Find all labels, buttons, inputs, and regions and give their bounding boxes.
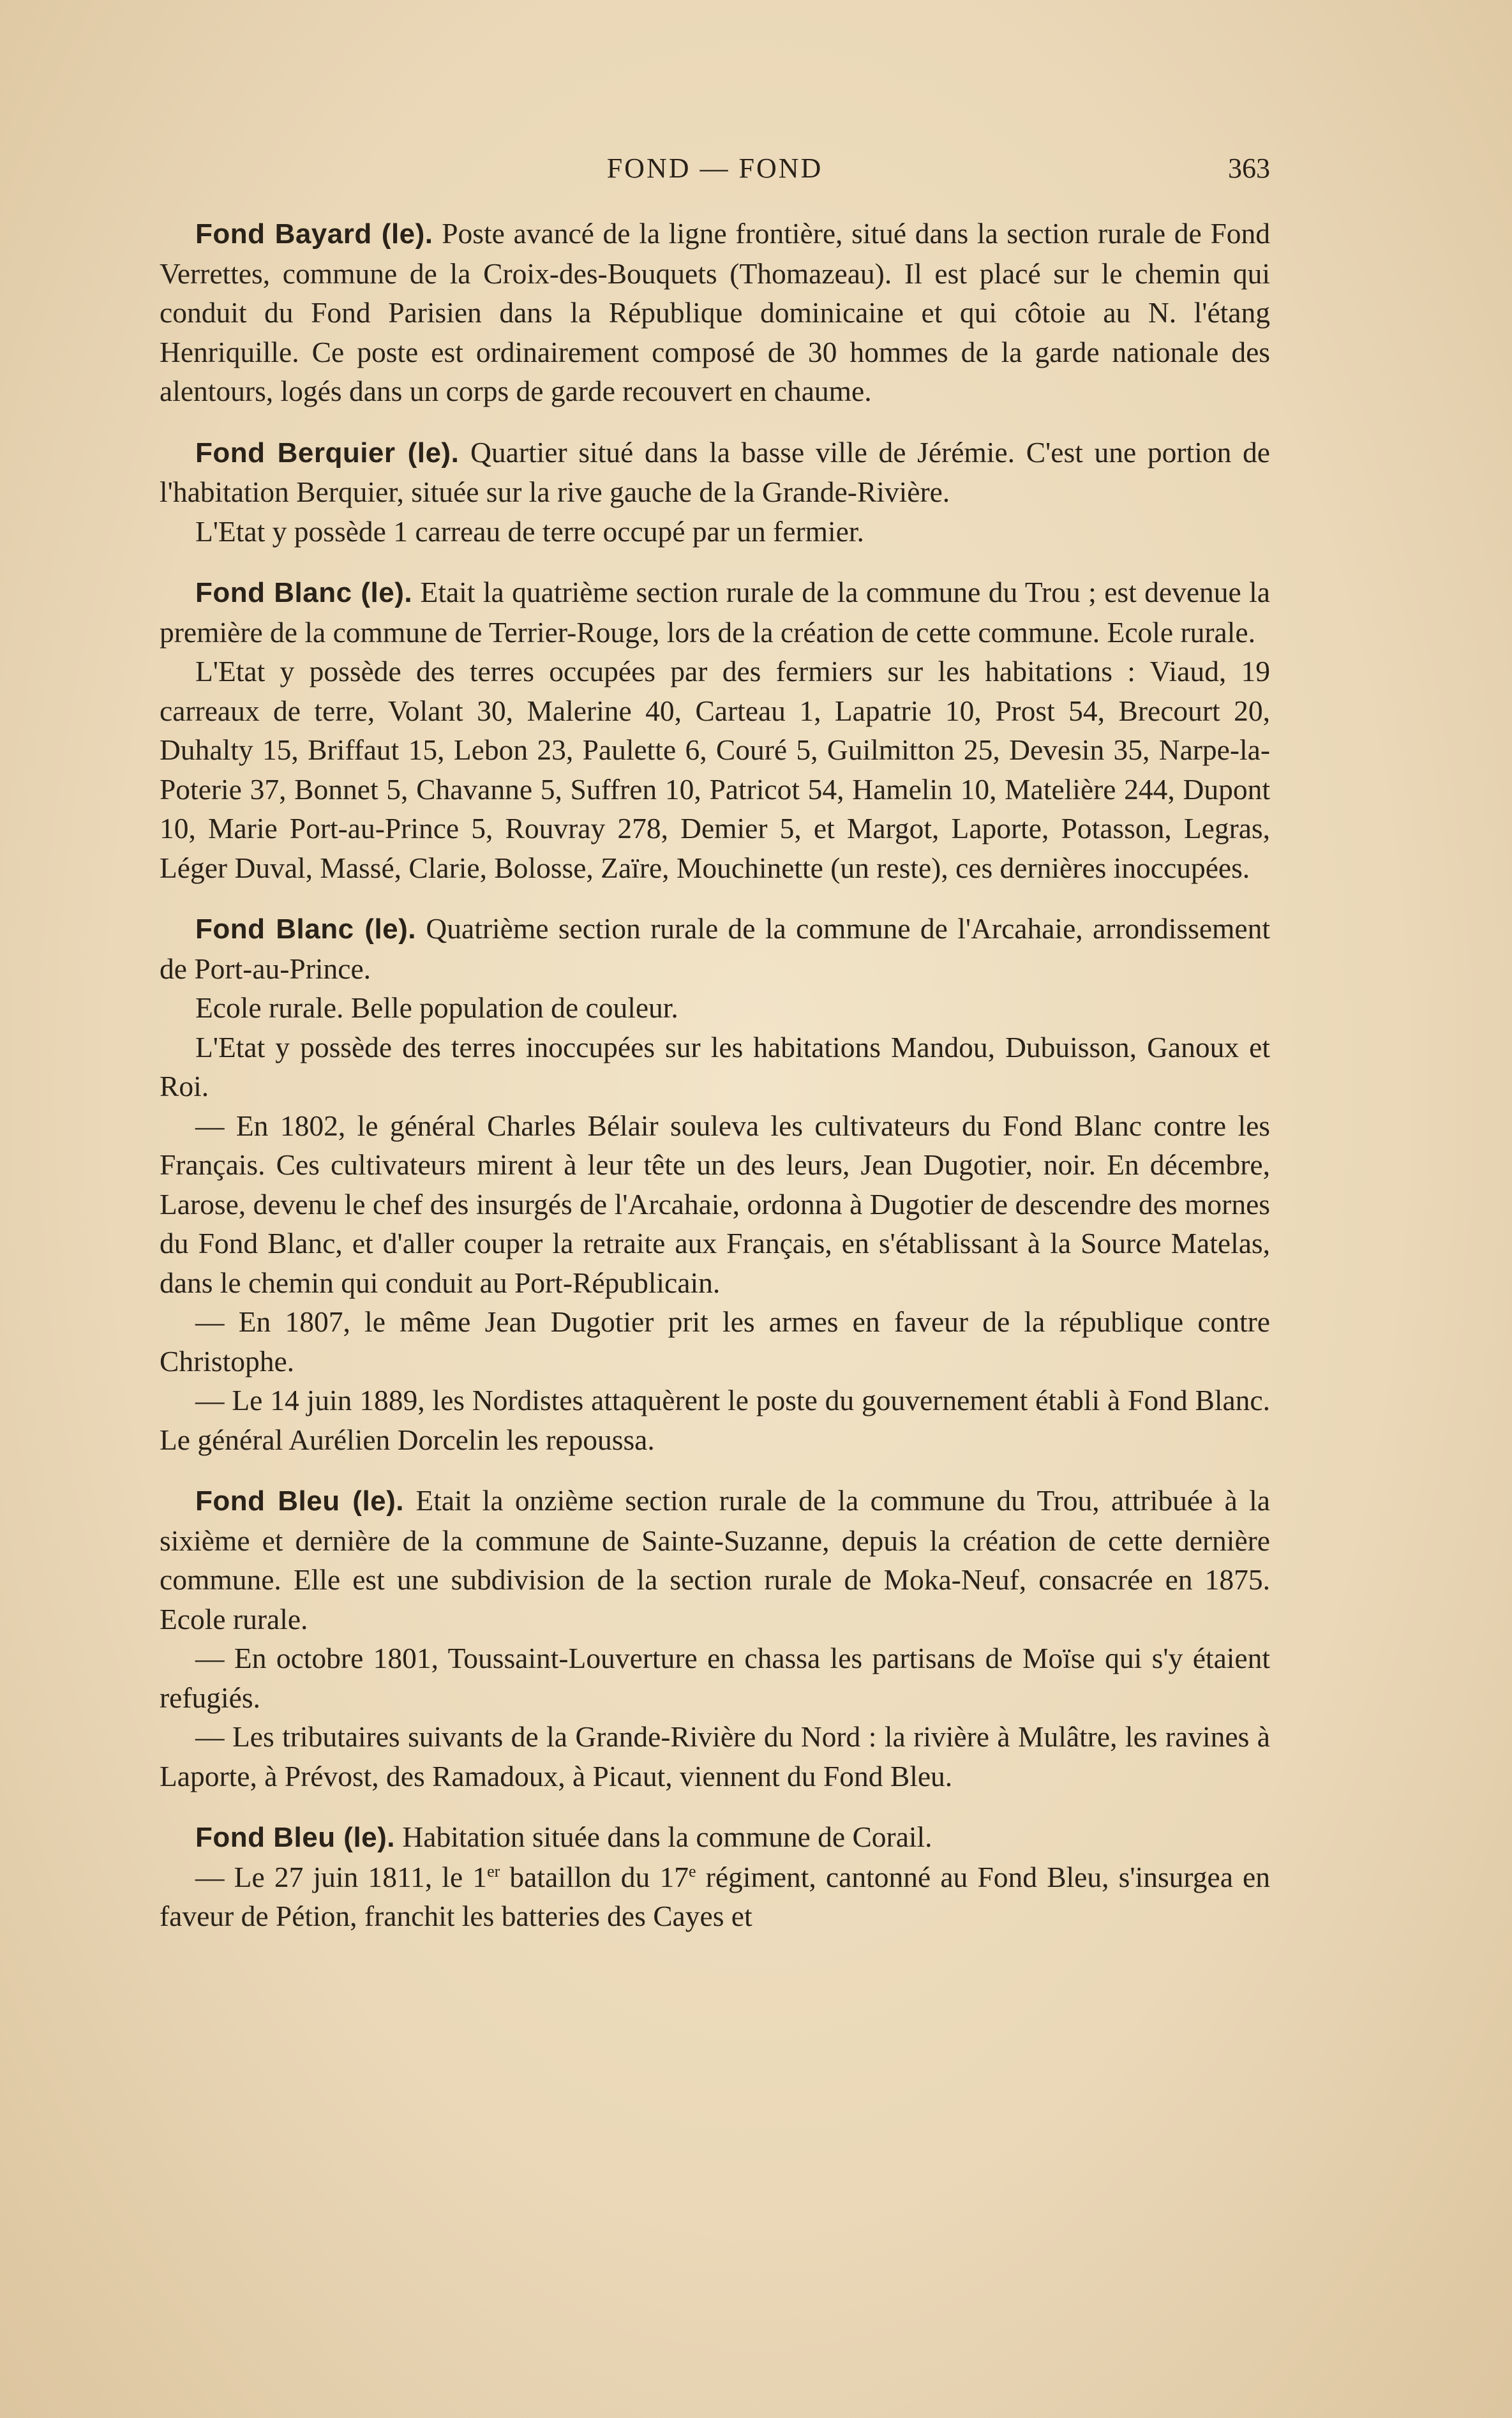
entry-fond-bayard bbox=[160, 214, 1270, 411]
page-header bbox=[160, 152, 1270, 197]
entry-paragraph: L'Etat y possède 1 carreau de terre occupé par un fermier. bbox=[195, 514, 864, 548]
entry-fond-bleu-corail bbox=[160, 1817, 1270, 1936]
entry-title: Fond Bleu (le). bbox=[195, 1485, 405, 1517]
entry-paragraph: — Les tributaires suivants de la Grande-Rivière du Nord : la rivière à Mulâtre, les ravines à Laporte, à Prévost, des Ramadoux, à Picaut, viennent du Fond Bleu. bbox=[160, 1720, 1270, 1792]
entry-text: Etait la onzième section rurale de la commune du Trou, attribuée à la sixième et dernière de la commune de Sainte-Suzanne, depuis la création de cette dernière commune. Elle est une subdivision de la section rurale de Moka-Neuf, consacrée en 1875. Ecole rurale. bbox=[160, 1484, 1270, 1635]
entry-text: Quatrième section rurale de la commune de l'Arcahaie, arrondissement de Port-au-Prince. bbox=[160, 912, 1271, 985]
running-title: FOND — FOND bbox=[606, 153, 823, 184]
entry-fond-blanc-trou bbox=[160, 573, 1270, 887]
entry-paragraph: L'Etat y possède des terres inoccupées sur les habitations Mandou, Dubuisson, Ganoux et Roi. bbox=[160, 1030, 1270, 1102]
entry-paragraph: — En octobre 1801, Toussaint-Louverture en chassa les partisans de Moïse qui s'y étaient refugiés. bbox=[160, 1642, 1270, 1714]
entry-text: Quartier situé dans la basse ville de Jérémie. C'est une portion de l'habitation Berquier, située sur la rive gauche de la Grande-Rivière. bbox=[160, 435, 1270, 508]
entry-text: Etait la quatrième section rurale de la commune du Trou ; est devenue la première de la commune de Terrier-Rouge, lors de la création de cette commune. Ecole rurale. bbox=[160, 576, 1271, 649]
dictionary-body bbox=[160, 214, 1270, 1958]
entry-paragraph: — En 1802, le général Charles Bélair souleva les cultivateurs du Fond Blanc contre les Français. Ces cultivateurs mirent à leur tête un des leurs, Jean Dugotier, noir. En décembre, Larose, devenu le chef des insurgés de l'Arcahaie, ordonna à Dugotier de descendre des mornes du Fond Blanc, et d'aller couper la retraite aux Français, en s'établissant à la Source Matelas, dans le chemin qui conduit au Port-Républicain. bbox=[160, 1109, 1270, 1299]
entry-title: Fond Bayard (le). bbox=[195, 218, 433, 250]
entry-paragraph: — En 1807, le même Jean Dugotier prit les armes en faveur de la république contre Christophe. bbox=[160, 1305, 1270, 1378]
entry-fond-bleu-trou bbox=[160, 1481, 1270, 1796]
entry-fond-blanc-arcahaie bbox=[160, 909, 1270, 1459]
entry-text: Poste avancé de la ligne frontière, situé dans la section rurale de Fond Verrettes, commune de la Croix-des-Bouquets (Thomazeau). Il est placé sur le chemin qui conduit du Fond Parisien dans la République dominicaine et qui côtoie au N. l'étang Henriquille. Ce poste est ordinairement composé de 30 hommes de la garde nationale des alentours, logés dans un corps de garde recouvert en chaume. bbox=[160, 217, 1271, 407]
entry-paragraph: — Le 27 juin 1811, le 1er bataillon du 17e régiment, cantonné au Fond Bleu, s'insurgea en faveur de Pétion, franchit les batteries des Cayes et bbox=[160, 1860, 1271, 1932]
page-number: 363 bbox=[1228, 153, 1270, 184]
entry-text: Habitation située dans la commune de Corail. bbox=[395, 1821, 932, 1853]
entry-title: Fond Blanc (le). bbox=[195, 913, 417, 945]
entry-paragraph: — Le 14 juin 1889, les Nordistes attaquèrent le poste du gouvernement établi à Fond Blanc. Le général Aurélien Dorcelin les repoussa. bbox=[160, 1384, 1270, 1456]
entry-fond-berquier bbox=[160, 433, 1270, 552]
entry-title: Fond Blanc (le). bbox=[195, 577, 413, 608]
entry-title: Fond Berquier (le). bbox=[195, 437, 460, 469]
entry-paragraph: L'Etat y possède des terres occupées par des fermiers sur les habitations : Viaud, 19 carreaux de terre, Volant 30, Malerine 40, Carteau 1, Lapatrie 10, Prost 54, Brecourt 20, Duhalty 15, Briffaut 15, Lebon 23, Paulette 6, Couré 5, Guilmitton 25, Devesin 35, Narpe-la-Poterie 37, Bonnet 5, Chavanne 5, Suffren 10, Patricot 54, Hamelin 10, Matelière 244, Dupont 10, Marie Port-au-Prince 5, Rouvray 278, Demier 5, et Margot, Laporte, Potasson, Legras, Léger Duval, Massé, Clarie, Bolosse, Zaïre, Mouchinette (un reste), ces dernières inoccupées. bbox=[160, 655, 1270, 884]
entry-title: Fond Bleu (le). bbox=[195, 1822, 396, 1853]
entry-paragraph: Ecole rurale. Belle population de couleur. bbox=[195, 991, 678, 1024]
